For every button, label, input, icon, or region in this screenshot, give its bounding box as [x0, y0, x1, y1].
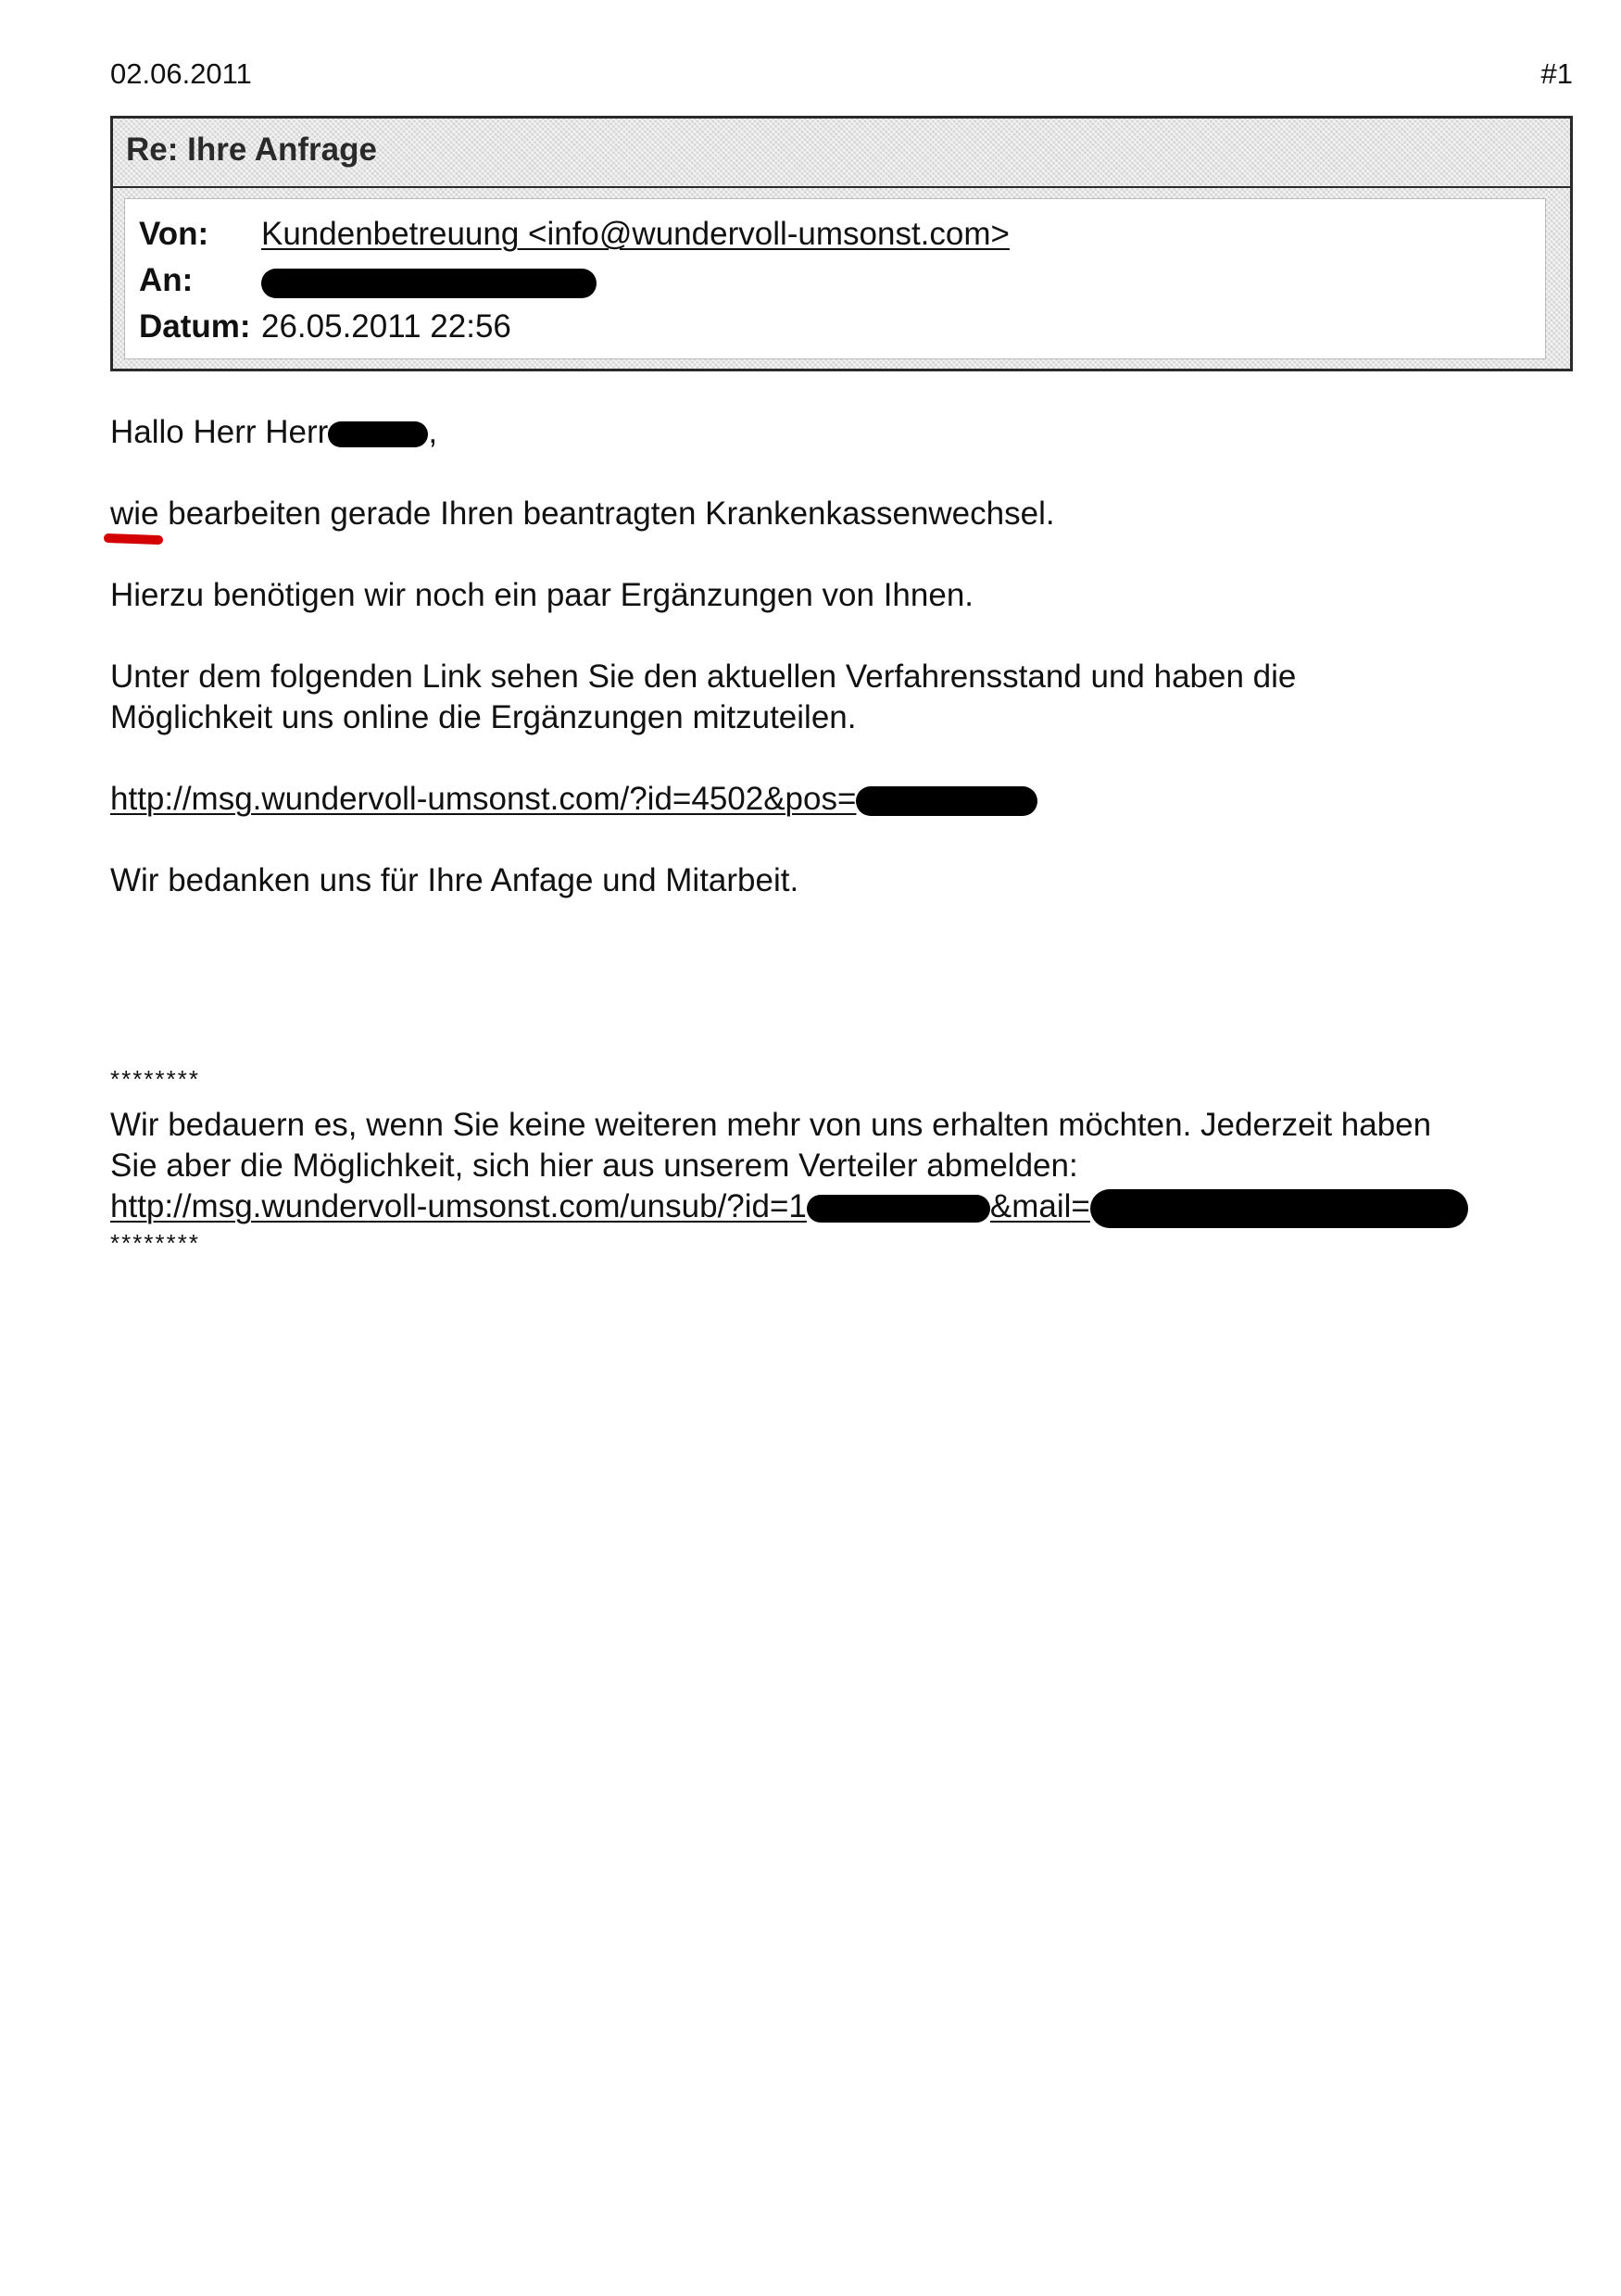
body-line-1: wie bearbeiten gerade Ihren beantragten Krankenkassenwechsel. [110, 496, 1055, 532]
unsub-id-redacted [807, 1195, 990, 1223]
date-label: Datum: [139, 308, 251, 345]
header-panel [124, 198, 1546, 359]
status-link[interactable] [110, 781, 1037, 818]
unsubscribe-link-prefix[interactable]: http://msg.wundervoll-umsonst.com/unsub/?id=1 [110, 1188, 807, 1224]
page-date: 02.06.2011 [110, 57, 252, 90]
unsub-mail-redacted [1090, 1189, 1468, 1228]
footer-stars-top: ******** [110, 1065, 200, 1093]
to-redacted [261, 262, 597, 299]
subject-divider [113, 186, 1570, 188]
page-number: #1 [1540, 57, 1573, 90]
name-redacted [328, 421, 428, 447]
unsubscribe-link-mid[interactable]: &mail= [989, 1188, 1090, 1224]
date-value: 26.05.2011 22:56 [261, 308, 511, 345]
footer-stars-bottom: ******** [110, 1229, 200, 1257]
from-link[interactable]: Kundenbetreuung <info@wundervoll-umsonst.com> [261, 216, 1010, 252]
marker-underline [104, 533, 163, 545]
email-subject: Re: Ihre Anfrage [126, 132, 377, 168]
status-link-text[interactable]: http://msg.wundervoll-umsonst.com/?id=4502&pos= [110, 781, 857, 817]
footer-line-1: Wir bedauern es, wenn Sie keine weiteren mehr von uns erhalten möchten. Jederzeit haben [110, 1107, 1432, 1143]
unsubscribe-link[interactable] [110, 1188, 1468, 1228]
body-line-3a: Unter dem folgenden Link sehen Sie den aktuellen Verfahrensstand und haben die [110, 659, 1297, 695]
body-line-4: Wir bedanken uns für Ihre Anfage und Mitarbeit. [110, 862, 799, 898]
to-label: An: [139, 262, 194, 298]
footer-line-2: Sie aber die Möglichkeit, sich hier aus unserem Verteiler abmelden: [110, 1148, 1078, 1184]
from-label: Von: [139, 216, 209, 252]
body-line-2: Hierzu benötigen wir noch ein paar Ergänzungen von Ihnen. [110, 577, 974, 613]
email-header-box [110, 116, 1573, 371]
status-link-redacted [856, 786, 1037, 816]
greeting: Hallo Herr Herr , [110, 414, 438, 450]
marked-word: wie [110, 496, 159, 532]
body-line-3b: Möglichkeit uns online die Ergänzungen mitzuteilen. [110, 699, 857, 735]
